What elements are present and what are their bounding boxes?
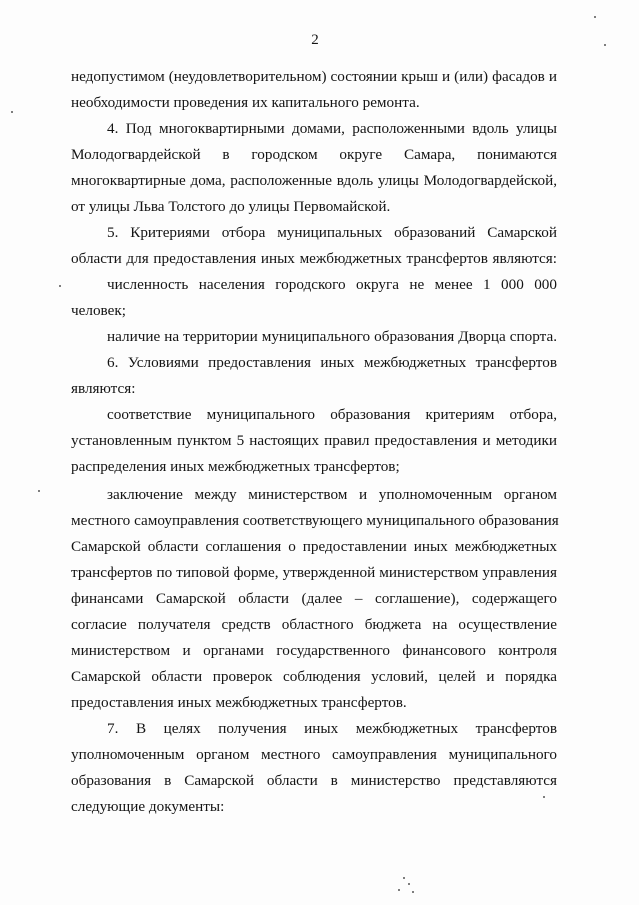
text-line: уполномоченным органом местного самоуправления муниципального: [71, 746, 557, 763]
scan-speck: [38, 490, 40, 492]
text-line: предоставления иных межбюджетных трансфертов.: [71, 694, 407, 711]
scan-speck: [412, 891, 414, 893]
scan-speck: [604, 44, 606, 46]
text-line: области для предоставления иных межбюджетных трансфертов являются:: [71, 250, 557, 267]
scan-speck: [594, 16, 596, 18]
text-line: численность населения городского округа не менее 1 000 000: [107, 276, 557, 293]
scan-speck: [543, 796, 545, 798]
text-line: 7. В целях получения иных межбюджетных трансфертов: [107, 720, 557, 737]
scan-speck: [398, 889, 400, 891]
text-line: 5. Критериями отбора муниципальных образований Самарской: [107, 224, 557, 241]
text-line: от улицы Льва Толстого до улицы Первомайской.: [71, 198, 391, 215]
text-line: многоквартирные дома, расположенные вдоль улицы Молодогвардейской,: [71, 172, 557, 189]
text-line: человек;: [71, 302, 126, 319]
scan-speck: [59, 285, 61, 287]
text-line: местного самоуправления соответствующего муниципального образования: [71, 512, 559, 529]
scan-speck: [403, 877, 405, 879]
text-line: следующие документы:: [71, 798, 225, 815]
text-line: 6. Условиями предоставления иных межбюджетных трансфертов: [107, 354, 557, 371]
text-line: финансами Самарской области (далее – соглашение), содержащего: [71, 590, 557, 607]
page-number: 2: [311, 32, 319, 48]
text-line: трансфертов по типовой форме, утвержденной министерством управления: [71, 564, 557, 581]
text-line: согласие получателя средств областного бюджета на осуществление: [71, 616, 557, 633]
scan-speck: [11, 111, 13, 113]
text-line: образования в Самарской области в министерство представляются: [71, 772, 557, 789]
text-line: министерством и органами государственного финансового контроля: [71, 642, 557, 659]
text-line: являются:: [71, 380, 136, 397]
text-line: 4. Под многоквартирными домами, расположенными вдоль улицы: [107, 120, 557, 137]
text-line: Самарской области соглашения о предоставлении иных межбюджетных: [71, 538, 557, 555]
text-line: необходимости проведения их капитального ремонта.: [71, 94, 420, 111]
text-line: Молодогвардейской в городском округе Самара, понимаются: [71, 146, 557, 163]
text-line: недопустимом (неудовлетворительном) состоянии крыш и (или) фасадов и: [71, 68, 557, 85]
text-line: установленным пунктом 5 настоящих правил предоставления и методики: [71, 432, 557, 449]
text-line: Самарской области проверок соблюдения условий, целей и порядка: [71, 668, 557, 685]
text-line: заключение между министерством и уполномоченным органом: [107, 486, 557, 503]
text-line: соответствие муниципального образования критериям отбора,: [107, 406, 557, 423]
scan-speck: [408, 883, 410, 885]
text-line: наличие на территории муниципального образования Дворца спорта.: [107, 328, 557, 345]
text-line: распределения иных межбюджетных трансфертов;: [71, 458, 400, 475]
